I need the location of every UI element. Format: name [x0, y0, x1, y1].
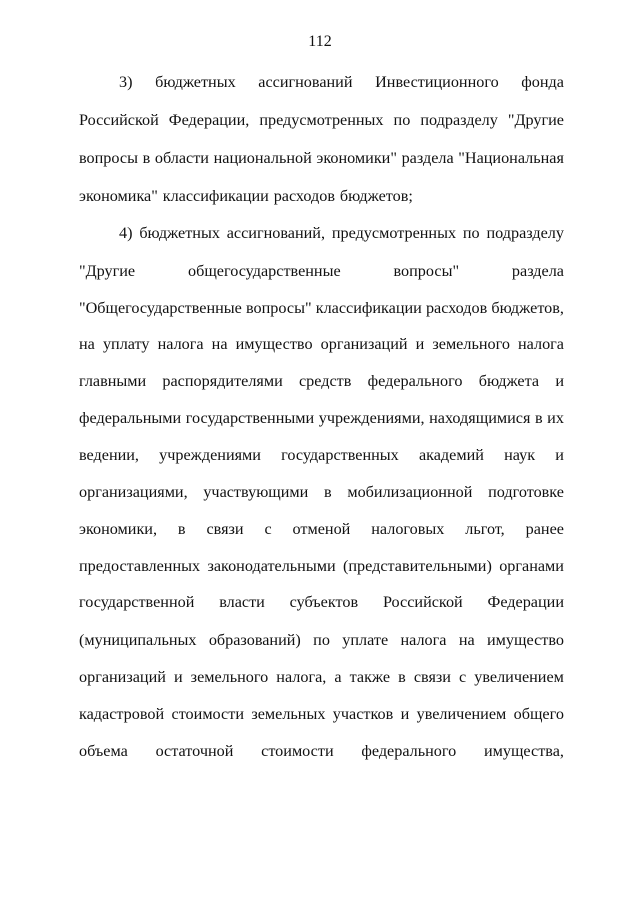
word: льгот,: [465, 520, 505, 538]
word: федеральными: [79, 409, 182, 427]
word: остаточной: [155, 742, 234, 760]
word: имущество: [235, 335, 313, 353]
word: организаций: [320, 335, 408, 353]
word: отменой: [292, 520, 351, 538]
word: подразделу: [420, 111, 498, 129]
text-line: [79, 630, 564, 650]
word: учреждениями: [159, 446, 261, 464]
text-line: [119, 223, 564, 243]
word: подразделу: [486, 224, 564, 242]
word: бюджетов;: [339, 187, 413, 205]
word: наук: [504, 446, 536, 464]
word: учреждениями,: [318, 409, 425, 427]
word: бюджетных: [139, 224, 220, 242]
word: а: [334, 668, 342, 686]
word: организациями,: [79, 483, 188, 501]
word: "Национальная: [458, 149, 564, 167]
word: по: [393, 111, 411, 129]
word: ассигнований,: [226, 224, 326, 242]
word: и: [555, 372, 564, 390]
word: экономики,: [79, 520, 158, 538]
word: Федерации: [487, 593, 564, 611]
word: налоговых: [371, 520, 445, 538]
word: 4): [119, 224, 133, 242]
word: вопросы": [393, 262, 460, 280]
word: стоимости: [171, 705, 244, 723]
word: также: [349, 668, 391, 686]
text-line: [79, 186, 564, 206]
word: бюджета: [478, 372, 540, 390]
word: национальной: [213, 149, 312, 167]
word: увеличением: [416, 705, 507, 723]
word: вопросы": [246, 299, 312, 317]
text-line: [79, 148, 564, 168]
word: (муниципальных: [79, 631, 197, 649]
word: субъектов: [289, 593, 359, 611]
word: "Другие: [507, 111, 564, 129]
word: предусмотренных: [331, 224, 457, 242]
word: находящимися: [429, 409, 531, 427]
word: федерального: [367, 372, 463, 390]
word: налога: [157, 335, 204, 353]
word: и: [555, 446, 564, 464]
word: связи: [206, 520, 244, 538]
word: в: [142, 149, 151, 167]
word: мобилизационной: [347, 483, 473, 501]
word: участков: [332, 705, 394, 723]
word: распорядителями: [162, 372, 283, 390]
word: с: [264, 520, 272, 538]
text-line: [79, 110, 564, 130]
word: законодательными: [207, 557, 336, 575]
word: Российской: [382, 593, 463, 611]
word: Федерации,: [168, 111, 250, 129]
word: бюджетных: [155, 73, 236, 91]
word: уплате: [342, 631, 389, 649]
page-number: 112: [308, 33, 332, 50]
word: экономика": [79, 187, 158, 205]
word: подготовке: [488, 483, 564, 501]
word: государственных: [281, 446, 399, 464]
word: органами: [499, 557, 564, 575]
word: общего: [513, 705, 564, 723]
word: с: [459, 668, 467, 686]
word: главными: [79, 372, 147, 390]
word: в: [177, 520, 186, 538]
word: имущества,: [483, 742, 564, 760]
word: имущество: [487, 631, 564, 649]
word: экономики": [316, 149, 397, 167]
word: объема: [79, 742, 128, 760]
word: в: [324, 483, 332, 501]
text-line: [79, 298, 564, 318]
text-line: [119, 72, 564, 92]
text-line: [79, 667, 564, 687]
text-line: [79, 261, 564, 281]
word: бюджетов,: [491, 299, 564, 317]
word: ассигнований: [258, 73, 353, 91]
word: Российской: [79, 111, 159, 129]
word: 3): [119, 73, 133, 91]
word: классификации: [162, 187, 269, 205]
text-line: [79, 592, 564, 612]
word: их: [547, 409, 564, 427]
word: федерального: [361, 742, 457, 760]
word: организаций: [79, 668, 166, 686]
text-line: [79, 482, 564, 502]
word: земельного: [190, 668, 269, 686]
word: области: [154, 149, 209, 167]
word: в: [398, 668, 406, 686]
text-line: [79, 371, 564, 391]
word: стоимости: [261, 742, 334, 760]
word: классификации: [315, 299, 422, 317]
word: расходов: [425, 299, 488, 317]
text-line: [79, 556, 564, 576]
word: и: [173, 668, 183, 686]
word: "Другие: [79, 262, 136, 280]
word: ранее: [525, 520, 564, 538]
word: налога: [400, 631, 447, 649]
word: кадастровой: [79, 705, 165, 723]
word: участвующими: [203, 483, 309, 501]
word: предусмотренных: [259, 111, 384, 129]
word: власти: [219, 593, 265, 611]
word: и: [415, 335, 425, 353]
word: государственными: [185, 409, 315, 427]
word: раздела: [401, 149, 454, 167]
word: предоставленных: [79, 557, 201, 575]
word: образований): [208, 631, 301, 649]
word: на: [79, 335, 95, 353]
text-line: [79, 408, 564, 428]
word: связи: [413, 668, 451, 686]
word: (представительными): [342, 557, 492, 575]
word: и: [400, 705, 410, 723]
word: по: [313, 631, 330, 649]
word: земельных: [251, 705, 326, 723]
word: ведении,: [79, 446, 139, 464]
word: раздела: [511, 262, 564, 280]
word: по: [462, 224, 480, 242]
word: уплату: [102, 335, 150, 353]
word: на: [458, 631, 475, 649]
word: Инвестиционного: [375, 73, 499, 91]
word: в: [534, 409, 543, 427]
word: средств: [299, 372, 352, 390]
text-line: [79, 741, 564, 761]
word: налога: [518, 335, 564, 353]
word: "Общегосударственные: [79, 299, 242, 317]
word: фонда: [521, 73, 564, 91]
word: государственной: [79, 593, 195, 611]
text-line: [79, 704, 564, 724]
word: расходов: [273, 187, 336, 205]
word: на: [211, 335, 228, 353]
text-line: [79, 334, 564, 354]
word: общегосударственные: [187, 262, 341, 280]
word: академий: [418, 446, 484, 464]
text-line: [79, 519, 564, 539]
text-line: [79, 445, 564, 465]
word: налога,: [276, 668, 327, 686]
word: увеличением: [474, 668, 564, 686]
word: вопросы: [79, 149, 138, 167]
word: земельного: [432, 335, 510, 353]
